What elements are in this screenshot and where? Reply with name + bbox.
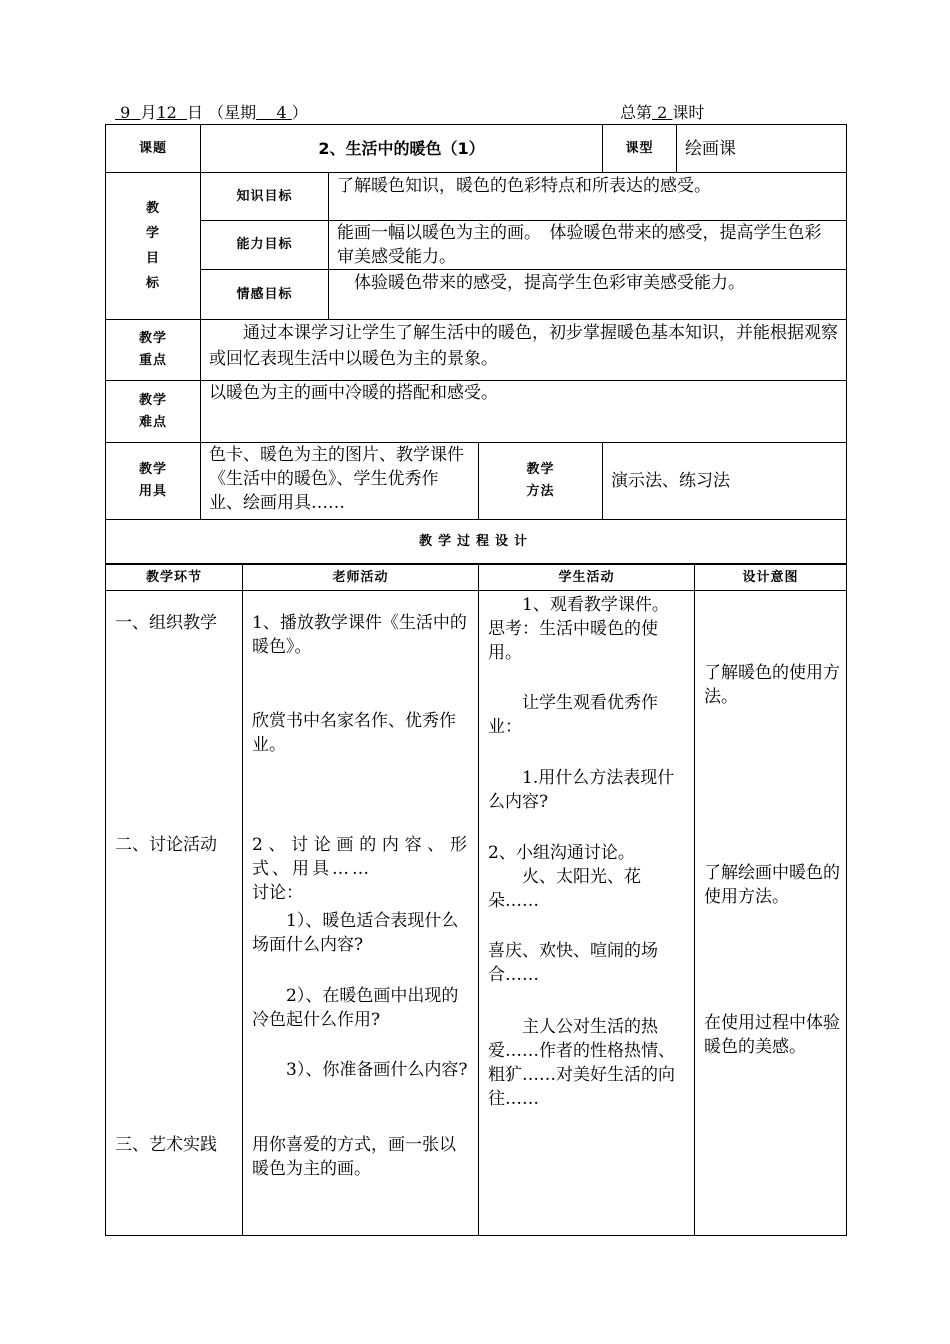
intent-item-3: 在使用过程中体验暖色的美感。: [704, 1013, 840, 1057]
emotion-objective-text: 体验暖色带来的感受，提高学生色彩审美感受能力。: [329, 270, 847, 320]
teacher-item-2: 欣赏书中名家名作、优秀作业。: [252, 711, 456, 755]
student-item-7: 喜庆、欢快、喧闹的场合……: [488, 941, 658, 985]
teacher-item-6: 2）、在暖色画中出现的冷色起什么作用?: [252, 986, 459, 1030]
date-line: [115, 100, 308, 123]
intent-item-1: 了解暖色的使用方法。: [704, 663, 840, 707]
tools-text: 色卡、暖色为主的图片、教学课件《生活中的暖色》、学生优秀作业、绘画用具……: [201, 443, 479, 520]
student-item-6: 火、太阳光、花朵……: [488, 867, 641, 911]
student-item-4: 1.用什么方法表现什么内容?: [488, 768, 675, 812]
knowledge-objective-text: 了解暖色知识，暖色的色彩特点和所表达的感受。: [329, 173, 847, 221]
teacher-column: [243, 591, 479, 1236]
stage-2: 二、讨论活动: [115, 835, 217, 855]
objectives-label: 教 学 目 标: [106, 173, 201, 320]
teacher-item-5: 1）、暖色适合表现什么场面什么内容?: [252, 911, 459, 955]
teacher-item-1: 1、播放教学课件《生活中的暖色》。: [252, 613, 467, 657]
teacher-item-4: 讨论：: [252, 883, 303, 903]
student-item-8: 主人公对生活的热爱……作者的性格热情、粗犷……对美好生活的向往……: [488, 1017, 675, 1109]
process-title: 教学过程设计: [106, 520, 847, 564]
stage-column: [106, 591, 243, 1236]
ability-objective-text: 能画一幅以暖色为主的画。 体验暖色带来的感受，提高学生色彩审美感受能力。: [329, 221, 847, 270]
intent-item-2: 了解绘画中暖色的使用方法。: [704, 863, 840, 907]
month-value: 9: [120, 103, 131, 122]
topic-value: 2、生活中的暖色（1）: [201, 125, 603, 173]
methods-text: 演示法、练习法: [603, 443, 847, 520]
weekday-value: 4: [276, 103, 287, 122]
lesson-info-table: [105, 124, 847, 564]
emotion-objective-label: 情感目标: [201, 270, 329, 320]
student-column: [479, 591, 695, 1236]
student-item-1: 1、观看教学课件。: [522, 595, 669, 615]
student-item-3: 让学生观看优秀作业：: [488, 693, 658, 737]
col-student: 学生活动: [479, 565, 695, 591]
knowledge-objective-label: 知识目标: [201, 173, 329, 221]
key-points-text: 通过本课学习让学生了解生活中的暖色，初步掌握暖色基本知识，并能根据观察或回忆表现生活中以暖色为主的景象。: [201, 320, 847, 381]
intent-column: [695, 591, 847, 1236]
lesson-count: 总第 2 课时: [620, 103, 705, 122]
ability-objective-label: 能力目标: [201, 221, 329, 270]
weekday-open: （星期: [208, 103, 257, 122]
lesson-plan-sheet: [105, 124, 847, 1236]
student-item-2: 思考：生活中暖色的使用。: [488, 619, 658, 663]
month-unit: 月: [140, 103, 157, 122]
process-table: [105, 564, 847, 1236]
methods-label: 教学 方法: [479, 443, 603, 520]
stage-3: 三、艺术实践: [115, 1135, 217, 1155]
lesson-number: 2: [657, 103, 668, 122]
stage-1: 一、组织教学: [115, 613, 217, 633]
key-points-label: 教学 重点: [106, 320, 201, 381]
type-label: 课型: [603, 125, 677, 173]
teacher-item-7: 3）、你准备画什么内容?: [286, 1060, 468, 1080]
type-value: 绘画课: [677, 125, 847, 173]
col-teacher: 老师活动: [243, 565, 479, 591]
student-item-5: 2、小组沟通讨论。: [488, 843, 635, 863]
day-value: 12: [156, 103, 177, 122]
topic-label: 课题: [106, 125, 201, 173]
difficulties-text: 以暖色为主的画中冷暖的搭配和感受。: [201, 381, 847, 443]
lesson-header: [105, 100, 845, 124]
col-intent: 设计意图: [695, 565, 847, 591]
tools-label: 教学 用具: [106, 443, 201, 520]
teacher-item-8: 用你喜爱的方式，画一张以暖色为主的画。: [252, 1135, 456, 1179]
weekday-close: ）: [291, 103, 308, 122]
col-stage: 教学环节: [106, 565, 243, 591]
teacher-item-3: 2、讨论画的内容、形式、用具……: [252, 835, 470, 879]
day-unit: 日: [187, 103, 204, 122]
difficulties-label: 教学 难点: [106, 381, 201, 443]
